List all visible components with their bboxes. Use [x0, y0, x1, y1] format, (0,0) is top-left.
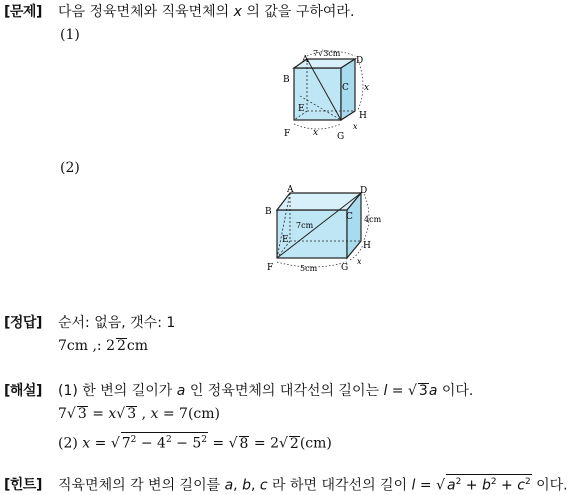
- cube-edge-label: x: [364, 83, 370, 93]
- vertex-label: E: [282, 235, 289, 245]
- explanation-line-2: 7√ 3 = x√ 3 , x = 7(cm): [58, 406, 220, 422]
- box-diag-label: 7cm: [296, 221, 314, 230]
- answer-tag: [정답]: [4, 315, 42, 331]
- explanation-line-3: (2) x = √ $7^2 - 4^2 - 5^2$ = √ 8 = 2√ 2(cm): [58, 432, 332, 452]
- vertex-label: A: [302, 55, 309, 65]
- vertex-label: D: [356, 56, 364, 66]
- problem-tag: [문제]: [4, 4, 42, 20]
- box-edge-label: x: [357, 257, 362, 266]
- vertex-label: D: [360, 186, 368, 196]
- vertex-label: F: [267, 263, 274, 273]
- part-1-label: (1): [60, 27, 80, 43]
- explanation-tag: [해설]: [4, 383, 42, 399]
- explanation-line-1: (1) 한 변의 길이가 a 인 정육면체의 대각선의 길이는 l = √ 3a 이다.: [58, 383, 474, 399]
- answer-line-1: 순서: 없음, 갯수: 1: [58, 315, 176, 331]
- box-front-face: [277, 210, 347, 258]
- vertex-label: E: [298, 104, 305, 114]
- vertex-label: G: [341, 263, 349, 273]
- vertex-label: C: [346, 212, 353, 222]
- box-figure: [262, 184, 392, 276]
- answer-line-2: 7cm ,: 2 2cm: [58, 338, 149, 354]
- problem-text: 다음 정육면체와 직육면체의 x 의 값을 구하여라.: [58, 4, 355, 20]
- cube-edge-label: x: [313, 128, 319, 138]
- vertex-label: B: [265, 207, 272, 217]
- vertex-label: G: [337, 132, 345, 142]
- part-2-label: (2): [60, 160, 80, 176]
- hint-tag: [힌트]: [4, 477, 42, 493]
- vertex-label: F: [284, 129, 291, 139]
- hint-text: 직육면체의 각 변의 길이를 a, b, c 라 하면 대각선의 길이 l = √ $a^2 + b^2 + c^2$ 이다.: [58, 474, 568, 495]
- vertex-label: A: [287, 185, 294, 195]
- vertex-label: H: [363, 241, 371, 251]
- cube-figure: [280, 48, 380, 148]
- cube-diag-label: 7√3cm: [313, 49, 341, 58]
- vertex-label: C: [342, 83, 349, 93]
- vertex-label: B: [283, 75, 290, 85]
- cube-edge-label: x: [353, 122, 358, 131]
- box-bottom-label: 5cm: [300, 264, 318, 273]
- box-height-label: 4cm: [364, 215, 382, 224]
- vertex-label: H: [359, 111, 367, 121]
